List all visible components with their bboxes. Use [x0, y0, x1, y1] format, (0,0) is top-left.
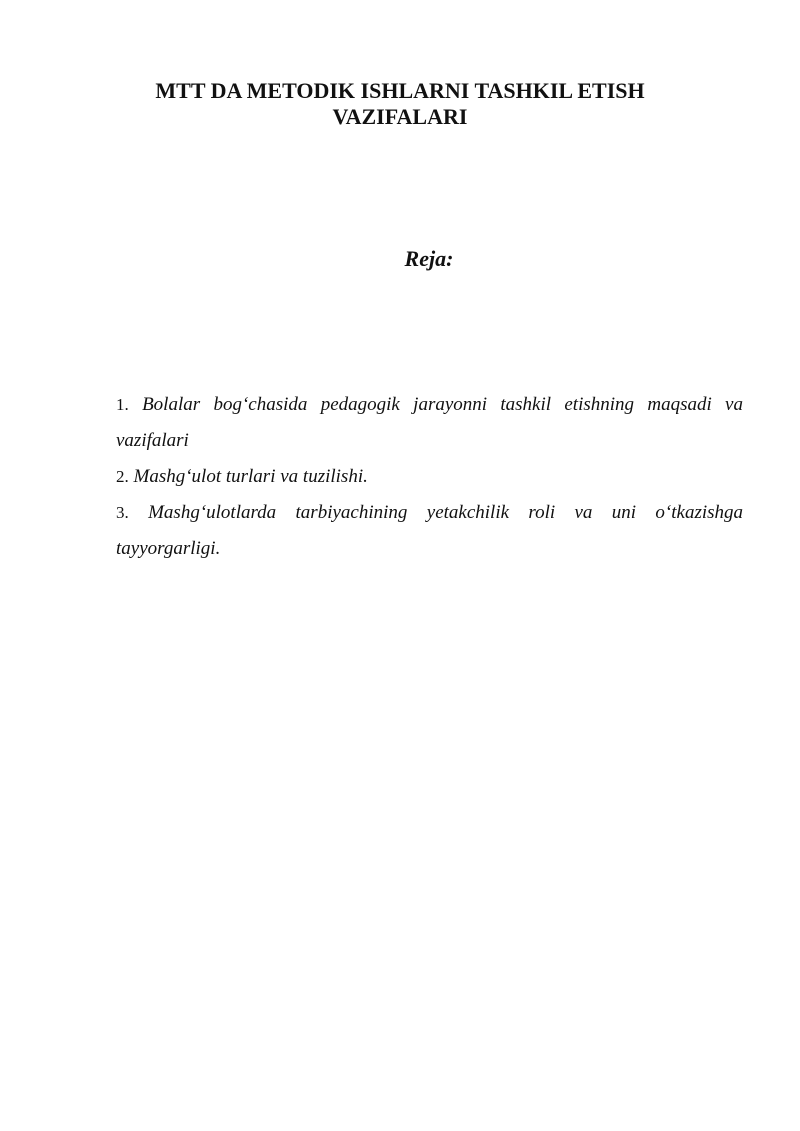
plan-item-number: 2.: [116, 467, 129, 486]
plan-item-number: 1.: [116, 395, 129, 414]
plan-heading: Reja:: [404, 246, 454, 271]
plan-item-text: Mashg‘ulotlarda tarbiyachining yetakchilik roli va uni o‘tkazishga tayyorgarligi.: [116, 502, 744, 559]
plan-item-1: [116, 387, 743, 459]
title-line-2: VAZIFALARI: [332, 104, 468, 129]
page-title: [100, 78, 700, 130]
plan-list: [116, 387, 743, 567]
plan-item-2: [116, 459, 743, 495]
title-line-1: MTT DA METODIK ISHLARNI TASHKIL ETISH: [155, 78, 645, 103]
plan-item-text: Bolalar bog‘chasida pedagogik jarayonni tashkil etishning maqsadi va vazifalari: [116, 394, 743, 451]
plan-item-number: 3.: [116, 503, 129, 522]
plan-item-3: [116, 495, 743, 567]
plan-item-text: Mashg‘ulot turlari va tuzilishi.: [133, 466, 368, 487]
